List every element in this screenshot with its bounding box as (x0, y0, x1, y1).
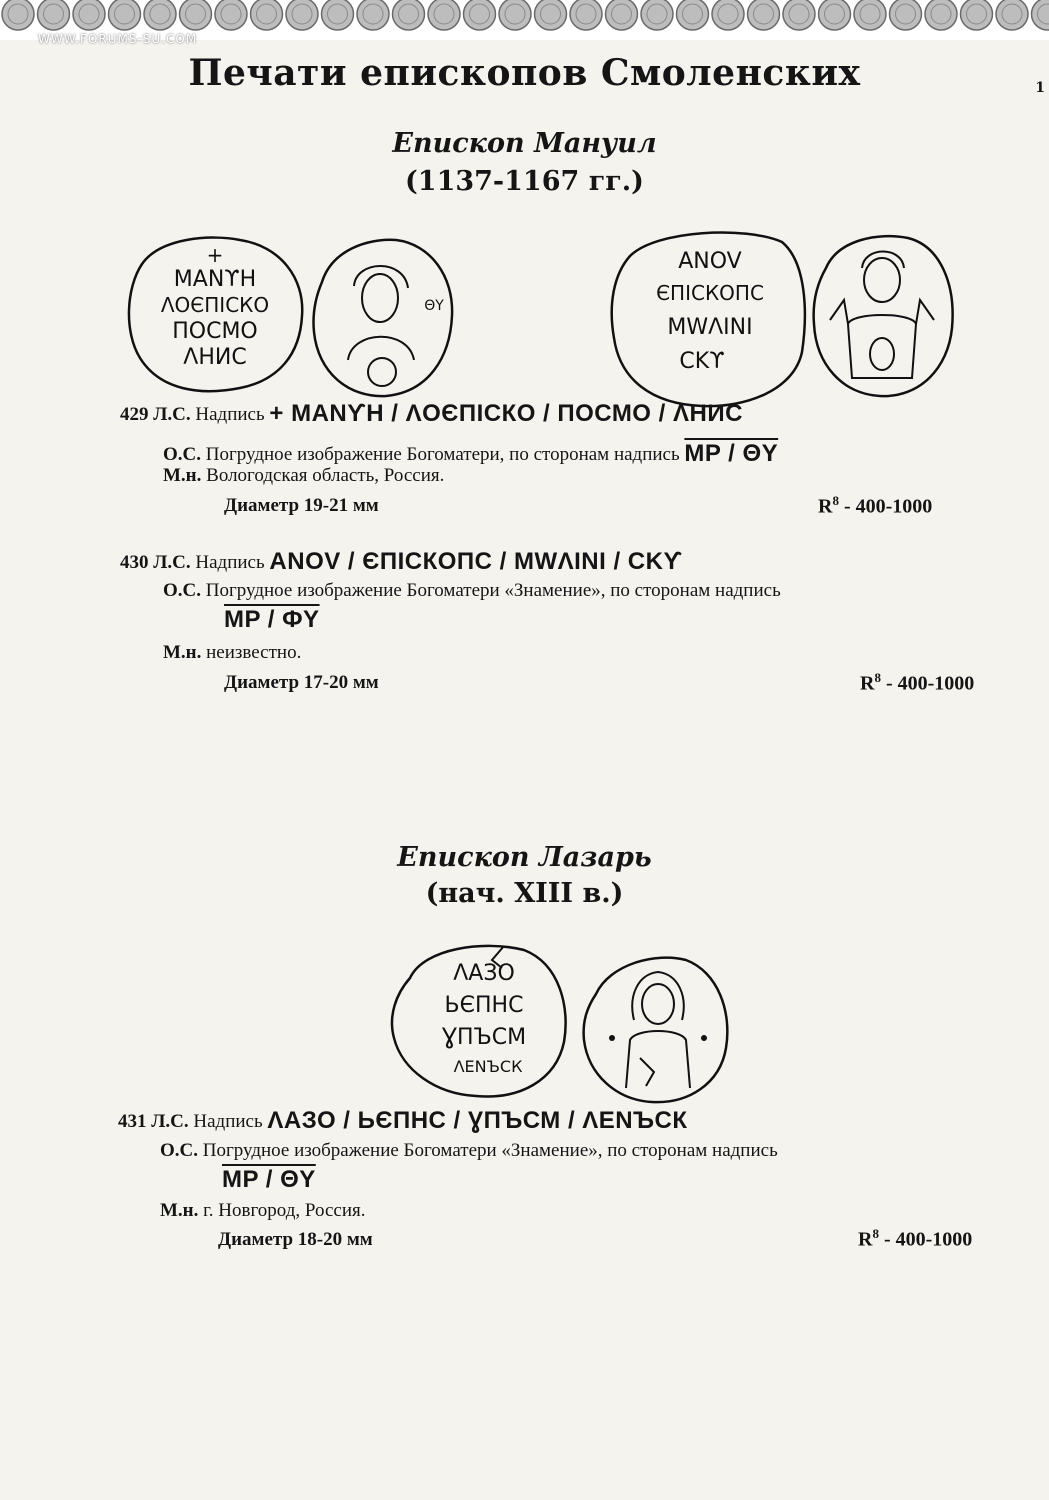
entry-430-rarity: R (860, 672, 875, 695)
entry-431-location-text: г. Новгород, Россия. (203, 1200, 366, 1221)
entry-430-reverse-inscription-line (224, 606, 320, 634)
entry-431-obverse-label: Л.С. (151, 1111, 189, 1132)
entry-429-diameter: Диаметр 19-21 мм (224, 495, 379, 516)
section-dates-lazar: (нач. XIII в.) (425, 878, 624, 909)
entry-429-rarity-degree: 8 (832, 493, 839, 508)
seal-431-obv-line-0: ΛАЗО (453, 961, 515, 986)
entry-430-location-text: неизвестно. (206, 642, 302, 663)
entry-429-reverse-line (163, 440, 778, 468)
entry-429-obverse-line (120, 400, 743, 428)
entry-430-number: 430 (120, 552, 149, 573)
entry-429-obverse-label: Л.С. (153, 404, 191, 425)
entry-429-reverse-inscription: MP / ΘY (684, 440, 779, 467)
entry-430-obverse-line (120, 548, 682, 576)
entry-430-reverse-inscription: MP / ФY (224, 606, 320, 633)
seal-430-obv-line-2: MWΛINI (667, 315, 753, 340)
entry-431-price: - 400-1000 (883, 1228, 973, 1251)
entry-429-location-label: М.н. (163, 465, 202, 486)
entry-431-location-label: М.н. (160, 1200, 199, 1221)
entry-429-obverse-text: Надпись (195, 404, 265, 425)
entry-430-rarity-degree: 8 (874, 670, 881, 685)
seal-430-obv-line-3: CKϒ (679, 349, 725, 374)
entry-430-reverse-line (163, 580, 781, 602)
entry-431-rarity: R (858, 1228, 873, 1251)
seal-430-reverse-drawing (808, 228, 958, 403)
section-title-manuil: Епископ Мануил (392, 128, 657, 159)
page-title: Печати епископов Смоленских (188, 52, 861, 94)
entry-430-location-line (163, 642, 301, 664)
seal-429-reverse-drawing (308, 232, 458, 402)
seal-429-obv-line-0: + (206, 243, 224, 267)
seal-429-obverse-drawing (120, 228, 310, 398)
entry-431-obverse-inscription: ΛАЗО / ЬЄПНС / ƔПЪСМ / ΛЕNЪСК (267, 1107, 688, 1134)
seal-429-obv-line-4: ΛНИС (183, 345, 247, 370)
entry-429-obverse-inscription: + MANϒH / ΛОЄПІСКО / ПОСМО / ΛНИС (269, 400, 743, 427)
entry-429-number: 429 (120, 404, 149, 425)
seal-430-obverse-drawing (606, 222, 811, 412)
entry-431-reverse-line (160, 1140, 778, 1162)
entry-431-reverse-inscription: MP / ΘY (222, 1166, 316, 1193)
seal-430-obv-line-0: ANOV (678, 249, 742, 274)
entry-430-obverse-inscription: ANOV / ЄПІСКОПС / MWΛINI / CKϒ (269, 548, 683, 575)
entry-431-rarity-degree: 8 (872, 1226, 879, 1241)
entry-429-location-text: Вологодская область, Россия. (206, 465, 445, 486)
entry-431-rarity-price (858, 1226, 972, 1252)
entry-429-rarity-price (818, 493, 932, 519)
seal-429-rev-label: ΘY (424, 298, 444, 314)
entry-430-obverse-text: Надпись (195, 552, 265, 573)
seal-431-obv-line-2: ƔПЪСМ (441, 1025, 527, 1050)
entry-431-number: 431 (118, 1111, 147, 1132)
entry-429-reverse-label: О.С. (163, 444, 201, 465)
entry-430-reverse-text: Погрудное изображение Богоматери «Знамение», по сторонам надпись (205, 580, 781, 601)
entry-431-obverse-line (118, 1107, 688, 1135)
seal-430-obv-line-1: ЄПІСКОПС (656, 281, 764, 305)
entry-429-rarity: R (818, 495, 833, 518)
entry-431-obverse-text: Надпись (193, 1111, 263, 1132)
seal-429-obv-line-1: MANϒH (173, 267, 257, 292)
entry-430-rarity-price (860, 670, 974, 696)
section-title-lazar: Епископ Лазарь (397, 842, 652, 873)
watermark: WWW.FORUMS-SU.COM (38, 32, 198, 46)
entry-431-reverse-text: Погрудное изображение Богоматери «Знамение», по сторонам надпись (202, 1140, 778, 1161)
entry-430-price: - 400-1000 (885, 672, 975, 695)
seal-429-obv-line-2: ΛОЄПІСКО (160, 293, 270, 317)
entry-431-location-line (160, 1200, 366, 1222)
entry-430-reverse-label: О.С. (163, 580, 201, 601)
seal-431-obv-line-3: ΛЕNЪСК (453, 1057, 523, 1076)
entry-430-obverse-label: Л.С. (153, 552, 191, 573)
seal-431-obverse-drawing (384, 938, 574, 1103)
entry-431-reverse-inscription-line (222, 1166, 316, 1194)
entry-430-location-label: М.н. (163, 642, 202, 663)
entry-430-diameter: Диаметр 17-20 мм (224, 672, 379, 693)
entry-429-reverse-text: Погрудное изображение Богоматери, по сторонам надпись (205, 444, 680, 465)
seal-429-obv-line-3: ПОСМО (172, 319, 258, 344)
entry-429-price: - 400-1000 (843, 495, 933, 518)
section-dates-manuil: (1137-1167 гг.) (405, 166, 644, 197)
seal-431-reverse-drawing (576, 948, 736, 1108)
entry-431-reverse-label: О.С. (160, 1140, 198, 1161)
page-number: 1 (1035, 80, 1045, 96)
seal-431-obv-line-1: ЬЄПНС (444, 993, 524, 1018)
entry-429-location-line (163, 465, 444, 487)
entry-431-diameter: Диаметр 18-20 мм (218, 1229, 373, 1250)
